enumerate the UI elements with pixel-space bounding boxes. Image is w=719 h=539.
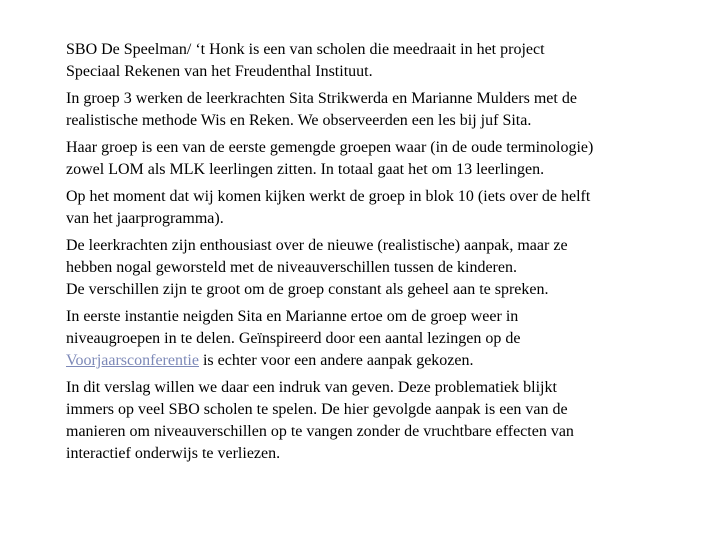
text-line: In eerste instantie neigden Sita en Marianne ertoe om de groep weer in [66,308,519,325]
text-line: van het jaarprogramma). [66,210,224,227]
text-line: Haar groep is een van de eerste gemengde groepen waar (in de oude terminologie) [66,139,594,156]
text-line: hebben nogal geworsteld met de niveauverschillen tussen de kinderen. [66,259,517,276]
voorjaarsconferentie-link[interactable]: Voorjaarsconferentie [66,352,199,369]
text-line: In dit verslag willen we daar een indruk van geven. Deze problematiek blijkt [66,379,557,396]
text-line: Speciaal Rekenen van het Freudenthal Instituut. [66,63,373,80]
text-line: De verschillen zijn te groot om de groep constant als geheel aan te spreken. [66,281,549,298]
text-after-link: is echter voor een andere aanpak gekozen. [198,352,474,369]
paragraph-block [66,186,706,230]
text-line: De leerkrachten zijn enthousiast over de nieuwe (realistische) aanpak, maar ze [66,237,568,254]
text-line: realistische methode Wis en Reken. We observeerden een les bij juf Sita. [66,112,532,129]
text-line: Op het moment dat wij komen kijken werkt de groep in blok 10 (iets over de helft [66,188,591,205]
text-line: immers op veel SBO scholen te spelen. De hier gevolgde aanpak is een van de [66,401,568,418]
paragraph-enthusiasm [66,235,706,301]
paragraph-group [66,137,706,181]
text-line: interactief onderwijs te verliezen. [66,445,281,462]
text-line-with-link [66,350,706,372]
text-line: zowel LOM als MLK leerlingen zitten. In totaal gaat het om 13 leerlingen. [66,161,545,178]
text-line: niveaugroepen in te delen. Geïnspireerd door een aantal lezingen op de [66,330,521,347]
document-body [66,39,706,470]
paragraph-intro [66,39,706,83]
text-line: In groep 3 werken de leerkrachten Sita Strikwerda en Marianne Mulders met de [66,90,577,107]
text-line: manieren om niveauverschillen op te vangen zonder de vruchtbare effecten van [66,423,574,440]
paragraph-teachers [66,88,706,132]
paragraph-report [66,377,706,465]
paragraph-approach [66,306,706,372]
text-line: SBO De Speelman/ ‘t Honk is een van scholen die meedraait in het project [66,41,545,58]
